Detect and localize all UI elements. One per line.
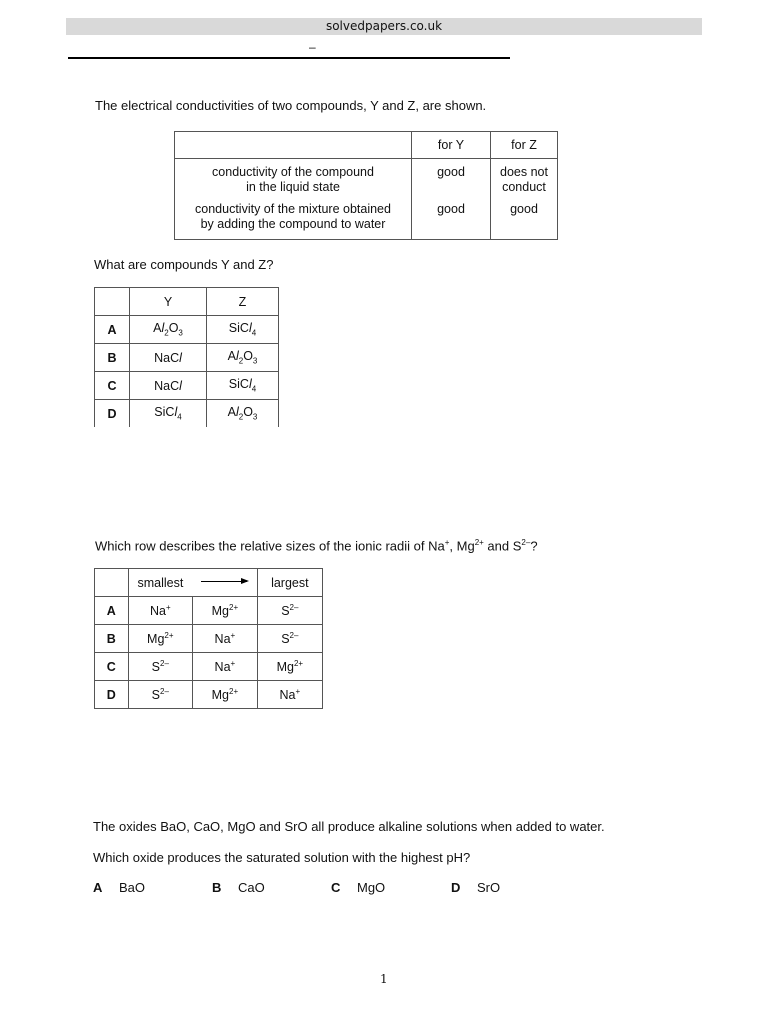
cell-y: good — [412, 159, 491, 201]
row-label-line: in the liquid state — [246, 180, 340, 194]
answer-row-c[interactable] — [95, 653, 323, 681]
ion-symbol: Mg — [211, 604, 229, 619]
formula-y: NaCl — [130, 372, 207, 400]
formula-y: SiCl$_4$ — [130, 400, 207, 428]
cell-z — [491, 159, 558, 201]
row-label — [175, 200, 412, 240]
header-rule — [68, 57, 510, 59]
answer-row-b[interactable] — [95, 344, 279, 372]
smallest-label: smallest — [137, 575, 184, 590]
ion-cell — [128, 653, 193, 681]
q3-stem: The oxides BaO, CaO, MgO and SrO all produce alkaline solutions when added to water. — [93, 819, 605, 834]
answer-row-a[interactable] — [95, 597, 323, 625]
q1-stem: The electrical conductivities of two compounds, Y and Z, are shown. — [95, 98, 487, 113]
q2-stem — [95, 538, 538, 553]
answer-row-c[interactable] — [95, 372, 279, 400]
blank-header-cell — [95, 569, 129, 597]
ion-cell — [257, 653, 322, 681]
ion-charge: 2+ — [229, 602, 239, 612]
ion-charge: + — [230, 658, 236, 668]
size-order-header — [128, 569, 257, 597]
site-header-bar — [66, 18, 702, 35]
formula-subscript: 2 — [238, 412, 244, 422]
header-dash: – — [309, 40, 316, 54]
q2-stem-text: ? — [530, 538, 538, 554]
q1-question: What are compounds Y and Z? — [94, 257, 274, 272]
ion-charge: 2+ — [293, 658, 304, 668]
ion-charge: + — [230, 630, 236, 640]
formula-italic-l: l — [179, 378, 182, 393]
formula-y: $Al_2O_3$ — [130, 316, 207, 344]
formula-z: $Al_2O_3$ — [207, 344, 279, 372]
ion-symbol: S — [151, 688, 161, 703]
row-label-line: conductivity of the mixture obtained — [195, 202, 391, 216]
blank-header-cell — [175, 132, 412, 159]
ion-charge: + — [165, 602, 171, 612]
ion-charge: 2– — [160, 658, 169, 668]
row-label-line: conductivity of the compound — [212, 165, 374, 179]
formula-subscript: 3 — [178, 328, 183, 338]
answer-table-yz — [94, 287, 279, 427]
formula-subscript: 2 — [238, 356, 244, 366]
option-letter: A — [93, 880, 103, 895]
ion-charge: 2+ — [474, 538, 484, 547]
ion-cell — [257, 681, 322, 709]
option-letter: B — [95, 344, 130, 372]
answer-row-d[interactable] — [95, 400, 279, 428]
ionic-radii-table — [94, 568, 323, 709]
q2-stem-text: , Mg — [449, 538, 475, 554]
largest-label: largest — [257, 569, 322, 597]
option-letter: A — [95, 316, 130, 344]
cell-z-line: does not — [500, 165, 548, 179]
option-letter: C — [331, 880, 341, 895]
option-text: CaO — [238, 880, 265, 895]
col-header-y: Y — [130, 288, 207, 316]
row-label — [175, 159, 412, 201]
ion-symbol: Mg — [276, 660, 294, 675]
option-b[interactable] — [212, 880, 265, 895]
row-label-line: by adding the compound to water — [200, 217, 386, 231]
right-arrow-icon — [201, 581, 247, 582]
ion-symbol: Na — [214, 632, 231, 647]
ion-charge: 2– — [289, 630, 299, 640]
blank-header-cell — [95, 288, 130, 316]
ion-cell — [257, 597, 322, 625]
formula-z: SiCl$_4$ — [207, 372, 279, 400]
ion-cell — [193, 597, 258, 625]
ion-cell — [193, 681, 258, 709]
answer-row-d[interactable] — [95, 681, 323, 709]
ion-symbol: Na — [279, 688, 296, 703]
option-d[interactable] — [451, 880, 500, 895]
option-letter: D — [95, 400, 130, 428]
answer-row-b[interactable] — [95, 625, 323, 653]
option-text: MgO — [357, 880, 386, 895]
formula-italic-l: l — [248, 377, 252, 392]
formula-subscript: 2 — [164, 328, 169, 338]
formula-subscript: 4 — [177, 412, 182, 422]
ion-charge: + — [295, 686, 301, 696]
option-letter: B — [212, 880, 222, 895]
ion-cell — [128, 597, 193, 625]
site-name: solvedpapers.co.uk — [325, 19, 443, 33]
formula-italic-l: l — [179, 350, 182, 365]
q2-stem-text: Which row describes the relative sizes of the ionic radii of Na — [95, 538, 445, 554]
ion-symbol: S — [281, 632, 290, 647]
page-number: 1 — [380, 972, 388, 986]
option-letter: C — [95, 372, 130, 400]
option-letter: D — [95, 681, 129, 709]
formula-subscript: 3 — [252, 412, 258, 422]
option-a[interactable] — [93, 880, 145, 895]
option-text: SrO — [477, 880, 501, 895]
ion-charge: 2+ — [164, 630, 174, 640]
ion-charge: 2– — [521, 538, 531, 547]
col-header-z: Z — [207, 288, 279, 316]
ion-charge: 2– — [160, 686, 169, 696]
col-header-z: for Z — [491, 132, 558, 159]
option-letter: D — [451, 880, 461, 895]
ion-symbol: Na — [214, 660, 231, 675]
ion-cell — [257, 625, 322, 653]
q2-stem-text: and S — [483, 538, 522, 554]
formula-italic-l: l — [248, 321, 252, 336]
ion-charge: 2– — [289, 602, 299, 612]
ion-symbol: Mg — [211, 688, 229, 703]
ion-charge: + — [444, 538, 450, 547]
ion-cell — [128, 681, 193, 709]
ion-cell — [128, 625, 193, 653]
option-letter: B — [95, 625, 129, 653]
formula-y: NaCl — [130, 344, 207, 372]
ion-symbol: Na — [149, 604, 166, 619]
cell-z-line: conduct — [502, 180, 546, 194]
formula-subscript: 3 — [252, 356, 258, 366]
formula-z: SiCl$_4$ — [207, 316, 279, 344]
option-c[interactable] — [331, 880, 385, 895]
cell-y: good — [412, 200, 491, 240]
formula-subscript: 4 — [251, 384, 257, 394]
formula-italic-l: l — [174, 405, 178, 420]
ion-charge: 2+ — [229, 686, 239, 696]
formula-subscript: 4 — [251, 328, 257, 338]
option-text: BaO — [119, 880, 146, 895]
ion-symbol: Mg — [147, 632, 165, 647]
ion-cell — [193, 653, 258, 681]
answer-row-a[interactable] — [95, 316, 279, 344]
formula-italic-l: l — [235, 405, 239, 420]
cell-z: good — [491, 200, 558, 240]
ion-symbol: S — [151, 660, 161, 675]
option-letter: A — [95, 597, 129, 625]
q3-question: Which oxide produces the saturated solution with the highest pH? — [93, 850, 471, 865]
formula-italic-l: l — [161, 321, 165, 336]
option-letter: C — [95, 653, 129, 681]
ion-cell — [193, 625, 258, 653]
conductivity-table — [174, 131, 558, 240]
col-header-y: for Y — [412, 132, 491, 159]
formula-italic-l: l — [235, 349, 239, 364]
formula-z: $Al_2O_3$ — [207, 400, 279, 428]
ion-symbol: S — [281, 604, 290, 619]
